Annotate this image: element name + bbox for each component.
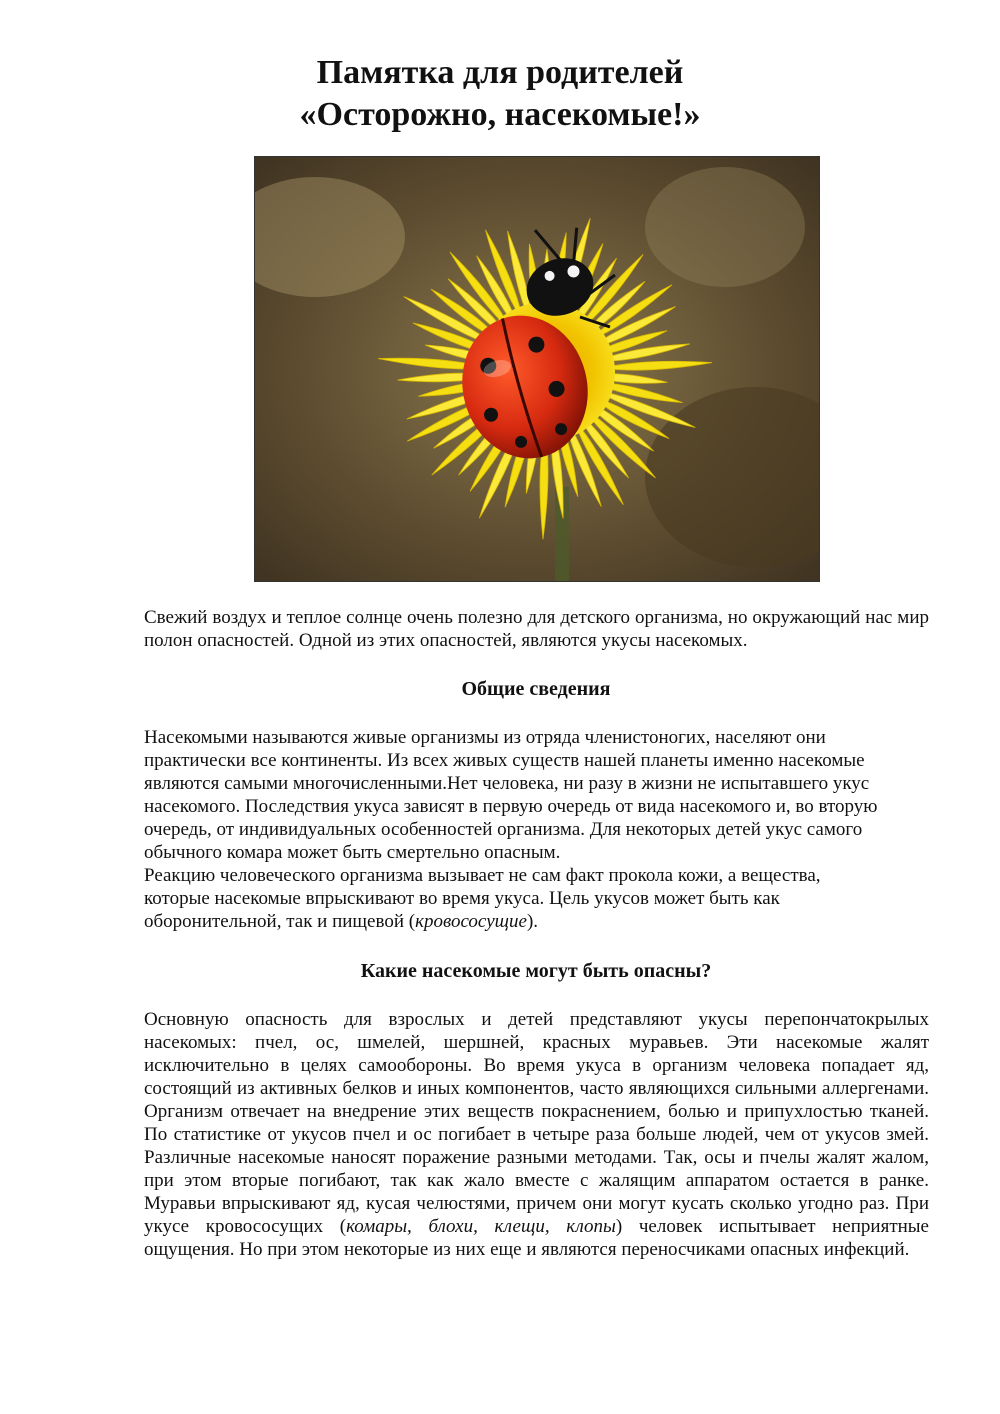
section-heading-general: Общие сведения xyxy=(461,678,611,700)
text-line: которые насекомые впрыскивают во время укуса. Цель укусов может быть как xyxy=(144,888,780,909)
title-line-1: Памятка для родителей xyxy=(316,54,684,91)
intro-paragraph: Свежий воздух и теплое солнце очень полезно для детского организма, но окружающий нас мир полон опасностей. Одной из этих опасностей, являются укусы насекомых. xyxy=(144,607,929,651)
text-line-last xyxy=(144,910,929,933)
text-line: Насекомыми называются живые организмы из отряда членистоногих, населяют они xyxy=(144,727,826,748)
section-heading-dangerous: Какие насекомые могут быть опасны? xyxy=(360,960,712,982)
text-line: обычного комара может быть смертельно опасным. xyxy=(144,842,561,863)
italic-insects: комары, блохи, клещи, клопы xyxy=(346,1216,616,1237)
section-general-text xyxy=(144,726,929,933)
title-line-2: «Осторожно, насекомые!» xyxy=(299,96,701,133)
text-fragment: оборонительной, так и пищевой ( xyxy=(144,911,416,932)
italic-term: кровососущие xyxy=(415,911,527,932)
ladybug-flower-photo xyxy=(254,156,820,582)
text-fragment: Основную опасность для взрослых и детей представляют укусы перепончатокрылых насекомых: пчел, ос, шмелей, шершней, красных муравьев. Эти насекомые жалят исключительно в целях самообороны. Во время укуса в организм человека попадает яд, состоящий из активных белков и иных компонентов, часто являющихся сильными аллергенами. Организм отвечает на внедрение этих веществ покраснением, болью и припухлостью тканей. По статистике от укусов пчел и ос погибает в четыре раза больше людей, чем от укусов змей. Различные насекомые наносят поражение разными методами. Так, осы и пчелы жалят жалом, при этом вторые погибают, так как жало вместе с жалящим аппаратом остается в ранке. Муравьи впрыскивают яд, кусая челюстями, причем они могут кусать сколько угодно раз. При укусе кровососущих ( xyxy=(144,1009,929,1237)
text-fragment: ). xyxy=(526,911,539,932)
text-line: являются самыми многочисленными.Нет человека, ни разу в жизни не испытавшего укус xyxy=(144,773,870,794)
text-line: практически все континенты. Из всех живых существ нашей планеты именно насекомые xyxy=(144,750,865,771)
text-line: Реакцию человеческого организма вызывает не сам факт прокола кожи, а вещества, xyxy=(144,865,821,886)
text-fragment: ) человек испытывает неприятные ощущения. Но при этом некоторые из них еще и являются переносчиками опасных инфекций. xyxy=(144,1216,929,1260)
ladybug-on-yellow-flower-icon xyxy=(255,157,819,581)
text-line: очередь, от индивидуальных особенностей организма. Для некоторых детей укус самого xyxy=(144,819,863,840)
section-dangerous-text xyxy=(144,1008,929,1261)
page-title xyxy=(0,52,1000,136)
text-line: насекомого. Последствия укуса зависят в первую очередь от вида насекомого и, во вторую xyxy=(144,796,878,817)
